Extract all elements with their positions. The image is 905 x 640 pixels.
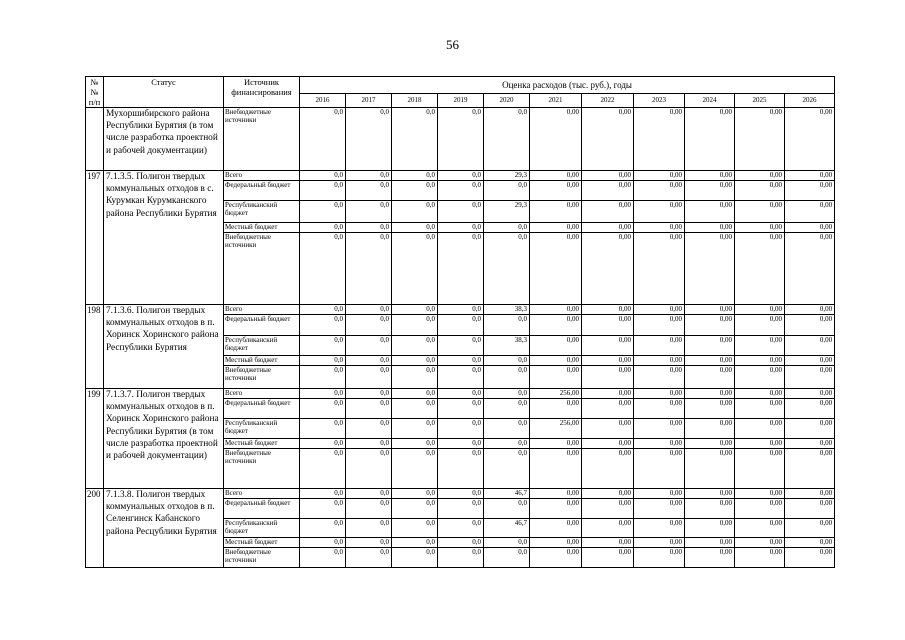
value-cell: 0,00 — [582, 315, 634, 336]
value-cell: 0,0 — [346, 548, 392, 568]
value-cell: 0,00 — [735, 366, 785, 389]
value-cell: 0,0 — [300, 548, 346, 568]
value-cell: 0,0 — [392, 399, 438, 419]
value-cell: 0,00 — [634, 336, 685, 356]
value-cell: 0,00 — [634, 223, 685, 233]
value-cell: 0,0 — [392, 548, 438, 568]
header-year: 2025 — [735, 93, 785, 107]
value-cell: 0,0 — [438, 181, 484, 201]
value-cell: 0,00 — [735, 548, 785, 568]
row-number: 200 — [86, 489, 104, 568]
value-cell: 0,00 — [785, 366, 835, 389]
value-cell: 0,00 — [785, 389, 835, 399]
table-row — [86, 108, 835, 171]
header-year: 2026 — [785, 93, 835, 107]
value-cell: 0,00 — [785, 171, 835, 181]
value-cell: 46,7 — [484, 519, 530, 538]
value-cell: 0,0 — [484, 399, 530, 419]
value-cell: 0,00 — [530, 315, 582, 336]
value-cell: 256,00 — [530, 389, 582, 399]
value-cell: 0,0 — [438, 336, 484, 356]
value-cell: 0,00 — [530, 336, 582, 356]
value-cell: 38,3 — [484, 305, 530, 315]
value-cell: 0,00 — [582, 336, 634, 356]
funding-source: Внебюджетные источники — [224, 449, 300, 489]
value-cell: 0,00 — [634, 366, 685, 389]
value-cell: 29,3 — [484, 201, 530, 223]
value-cell: 0,00 — [785, 233, 835, 305]
value-cell: 0,00 — [530, 548, 582, 568]
value-cell: 0,0 — [300, 399, 346, 419]
value-cell: 0,0 — [300, 315, 346, 336]
value-cell: 0,0 — [392, 449, 438, 489]
value-cell: 0,0 — [484, 108, 530, 171]
value-cell: 0,0 — [346, 439, 392, 449]
value-cell: 0,00 — [785, 108, 835, 171]
value-cell: 0,0 — [484, 389, 530, 399]
value-cell: 0,0 — [438, 223, 484, 233]
value-cell: 0,0 — [300, 389, 346, 399]
header-year: 2017 — [346, 93, 392, 107]
value-cell: 0,0 — [392, 356, 438, 366]
value-cell: 0,00 — [634, 233, 685, 305]
value-cell: 0,00 — [785, 305, 835, 315]
value-cell: 0,00 — [735, 399, 785, 419]
value-cell: 0,00 — [735, 499, 785, 519]
value-cell: 0,00 — [685, 366, 735, 389]
value-cell: 0,00 — [530, 439, 582, 449]
funding-source: Федеральный бюджет — [224, 181, 300, 201]
value-cell: 0,00 — [785, 439, 835, 449]
value-cell: 0,0 — [438, 548, 484, 568]
header-source: Источник финансирования — [224, 77, 300, 108]
value-cell: 0,00 — [785, 499, 835, 519]
value-cell: 0,0 — [484, 449, 530, 489]
value-cell: 0,0 — [438, 389, 484, 399]
value-cell: 0,0 — [392, 389, 438, 399]
table-row — [86, 489, 835, 499]
funding-source: Республиканский бюджет — [224, 519, 300, 538]
value-cell: 0,00 — [530, 181, 582, 201]
value-cell: 0,0 — [438, 538, 484, 548]
value-cell: 0,00 — [735, 108, 785, 171]
value-cell: 0,0 — [346, 389, 392, 399]
value-cell: 0,00 — [785, 489, 835, 499]
value-cell: 0,00 — [785, 181, 835, 201]
value-cell: 0,00 — [785, 356, 835, 366]
value-cell: 0,00 — [685, 181, 735, 201]
value-cell: 0,00 — [685, 399, 735, 419]
value-cell: 0,0 — [484, 439, 530, 449]
funding-source: Федеральный бюджет — [224, 399, 300, 419]
value-cell: 0,00 — [582, 108, 634, 171]
value-cell: 0,0 — [300, 356, 346, 366]
funding-source: Всего — [224, 171, 300, 181]
value-cell: 0,00 — [582, 538, 634, 548]
value-cell: 0,00 — [735, 449, 785, 489]
value-cell: 0,00 — [785, 201, 835, 223]
value-cell: 0,00 — [582, 181, 634, 201]
value-cell: 0,00 — [685, 489, 735, 499]
value-cell: 0,00 — [582, 519, 634, 538]
value-cell: 0,00 — [530, 538, 582, 548]
funding-source: Республиканский бюджет — [224, 336, 300, 356]
value-cell: 0,00 — [634, 315, 685, 336]
value-cell: 0,00 — [735, 315, 785, 336]
value-cell: 0,0 — [300, 449, 346, 489]
value-cell: 0,00 — [634, 171, 685, 181]
value-cell: 0,00 — [685, 233, 735, 305]
value-cell: 0,0 — [300, 439, 346, 449]
value-cell: 0,00 — [735, 201, 785, 223]
value-cell: 0,00 — [685, 356, 735, 366]
value-cell: 0,00 — [582, 366, 634, 389]
value-cell: 0,00 — [634, 499, 685, 519]
value-cell: 0,0 — [300, 366, 346, 389]
funding-source: Внебюджетные источники — [224, 108, 300, 171]
value-cell: 0,00 — [582, 389, 634, 399]
value-cell: 0,00 — [582, 399, 634, 419]
header-estimate: Оценка расходов (тыс. руб.), годы — [300, 77, 835, 94]
value-cell: 0,0 — [346, 336, 392, 356]
funding-source: Местный бюджет — [224, 223, 300, 233]
value-cell: 0,0 — [438, 449, 484, 489]
value-cell: 256,00 — [530, 419, 582, 439]
value-cell: 0,00 — [530, 366, 582, 389]
funding-source: Федеральный бюджет — [224, 315, 300, 336]
value-cell: 0,0 — [300, 499, 346, 519]
status-cell: 7.1.3.6. Полигон твердых коммунальных отходов в п. Хоринск Хоринского района Республики Бурятия — [104, 305, 224, 389]
header-year: 2020 — [484, 93, 530, 107]
value-cell: 0,00 — [582, 305, 634, 315]
value-cell: 0,0 — [346, 489, 392, 499]
status-cell: 7.1.3.7. Полигон твердых коммунальных отходов в п. Хоринск Хоринского района Республики Бурятия (в том числе разработка проектной и рабочей документации) — [104, 389, 224, 489]
value-cell: 0,0 — [438, 366, 484, 389]
value-cell: 0,00 — [735, 336, 785, 356]
value-cell: 0,00 — [735, 419, 785, 439]
funding-source: Республиканский бюджет — [224, 201, 300, 223]
value-cell: 0,00 — [530, 489, 582, 499]
value-cell: 0,00 — [634, 538, 685, 548]
value-cell: 0,00 — [735, 181, 785, 201]
value-cell: 0,0 — [438, 171, 484, 181]
funding-source: Местный бюджет — [224, 538, 300, 548]
value-cell: 0,0 — [484, 499, 530, 519]
value-cell: 0,0 — [300, 519, 346, 538]
value-cell: 0,00 — [685, 419, 735, 439]
value-cell: 0,00 — [634, 201, 685, 223]
value-cell: 0,0 — [346, 519, 392, 538]
value-cell: 0,00 — [634, 399, 685, 419]
value-cell: 0,00 — [735, 305, 785, 315]
header-number: № № п/п — [86, 77, 104, 108]
value-cell: 0,00 — [634, 449, 685, 489]
value-cell: 0,00 — [530, 171, 582, 181]
value-cell: 0,0 — [438, 305, 484, 315]
value-cell: 0,0 — [392, 519, 438, 538]
value-cell: 0,00 — [685, 389, 735, 399]
value-cell: 0,00 — [634, 519, 685, 538]
value-cell: 0,0 — [346, 223, 392, 233]
status-cell: 7.1.3.5. Полигон твердых коммунальных отходов в с. Курумкан Курумканского района Республики Бурятия — [104, 171, 224, 305]
header-year: 2022 — [582, 93, 634, 107]
value-cell: 0,00 — [685, 223, 735, 233]
funding-source: Местный бюджет — [224, 356, 300, 366]
value-cell: 0,00 — [735, 538, 785, 548]
value-cell: 0,00 — [685, 201, 735, 223]
value-cell: 0,00 — [582, 171, 634, 181]
value-cell: 0,0 — [392, 233, 438, 305]
value-cell: 0,00 — [530, 305, 582, 315]
value-cell: 0,00 — [785, 399, 835, 419]
value-cell: 0,00 — [582, 223, 634, 233]
value-cell: 0,00 — [582, 419, 634, 439]
funding-source: Всего — [224, 305, 300, 315]
value-cell: 0,00 — [785, 315, 835, 336]
value-cell: 0,0 — [346, 449, 392, 489]
value-cell: 0,0 — [346, 108, 392, 171]
value-cell: 0,0 — [392, 181, 438, 201]
value-cell: 0,0 — [438, 108, 484, 171]
value-cell: 0,00 — [785, 419, 835, 439]
value-cell: 0,00 — [530, 108, 582, 171]
value-cell: 0,0 — [392, 489, 438, 499]
value-cell: 0,00 — [685, 449, 735, 489]
value-cell: 0,0 — [346, 399, 392, 419]
value-cell: 0,0 — [346, 181, 392, 201]
table-row — [86, 171, 835, 181]
funding-source: Всего — [224, 389, 300, 399]
value-cell: 0,00 — [735, 223, 785, 233]
value-cell: 0,0 — [346, 499, 392, 519]
value-cell: 0,0 — [484, 366, 530, 389]
value-cell: 0,00 — [785, 519, 835, 538]
value-cell: 0,0 — [438, 315, 484, 336]
value-cell: 0,0 — [438, 356, 484, 366]
header-year: 2023 — [634, 93, 685, 107]
value-cell: 0,00 — [735, 489, 785, 499]
table-row — [86, 305, 835, 315]
value-cell: 0,0 — [392, 305, 438, 315]
value-cell: 0,0 — [484, 356, 530, 366]
value-cell: 0,0 — [392, 499, 438, 519]
value-cell: 0,00 — [634, 181, 685, 201]
header-year: 2016 — [300, 93, 346, 107]
value-cell: 0,00 — [582, 201, 634, 223]
value-cell: 0,00 — [530, 356, 582, 366]
value-cell: 0,00 — [582, 449, 634, 489]
value-cell: 0,0 — [438, 499, 484, 519]
value-cell: 0,0 — [484, 548, 530, 568]
value-cell: 0,00 — [785, 336, 835, 356]
value-cell: 0,00 — [785, 449, 835, 489]
value-cell: 0,00 — [685, 315, 735, 336]
value-cell: 0,00 — [685, 439, 735, 449]
value-cell: 0,0 — [392, 538, 438, 548]
value-cell: 0,0 — [484, 181, 530, 201]
value-cell: 0,0 — [300, 336, 346, 356]
value-cell: 0,0 — [346, 366, 392, 389]
value-cell: 0,00 — [685, 171, 735, 181]
value-cell: 0,0 — [392, 171, 438, 181]
value-cell: 0,0 — [392, 439, 438, 449]
value-cell: 0,00 — [685, 336, 735, 356]
value-cell: 0,00 — [685, 305, 735, 315]
value-cell: 0,0 — [346, 305, 392, 315]
value-cell: 0,00 — [582, 356, 634, 366]
status-cell: Мухоршибирского района Республики Бурятия (в том числе разработка проектной и рабочей документации) — [104, 108, 224, 171]
row-number: 199 — [86, 389, 104, 489]
value-cell: 0,00 — [582, 499, 634, 519]
value-cell: 0,0 — [300, 181, 346, 201]
value-cell: 0,0 — [438, 519, 484, 538]
value-cell: 0,00 — [735, 389, 785, 399]
funding-source: Внебюджетные источники — [224, 548, 300, 568]
value-cell: 0,00 — [582, 439, 634, 449]
value-cell: 0,00 — [582, 489, 634, 499]
value-cell: 0,0 — [484, 538, 530, 548]
value-cell: 0,0 — [438, 419, 484, 439]
value-cell: 0,00 — [530, 399, 582, 419]
value-cell: 0,00 — [685, 538, 735, 548]
value-cell: 0,00 — [634, 389, 685, 399]
value-cell: 0,0 — [438, 201, 484, 223]
value-cell: 0,0 — [392, 315, 438, 336]
funding-source: Местный бюджет — [224, 439, 300, 449]
value-cell: 0,00 — [735, 439, 785, 449]
header-year: 2024 — [685, 93, 735, 107]
value-cell: 0,00 — [634, 356, 685, 366]
value-cell: 0,0 — [392, 223, 438, 233]
value-cell: 0,0 — [300, 223, 346, 233]
value-cell: 0,0 — [438, 399, 484, 419]
value-cell: 0,0 — [346, 201, 392, 223]
value-cell: 0,0 — [484, 419, 530, 439]
value-cell: 0,00 — [735, 171, 785, 181]
value-cell: 0,0 — [346, 315, 392, 336]
page-number: 56 — [446, 37, 459, 52]
value-cell: 0,0 — [438, 489, 484, 499]
value-cell: 0,00 — [685, 499, 735, 519]
value-cell: 0,00 — [685, 108, 735, 171]
value-cell: 0,00 — [530, 201, 582, 223]
value-cell: 0,0 — [300, 201, 346, 223]
value-cell: 0,00 — [634, 548, 685, 568]
funding-source: Всего — [224, 489, 300, 499]
value-cell: 0,0 — [346, 419, 392, 439]
value-cell: 0,0 — [484, 315, 530, 336]
value-cell: 38,3 — [484, 336, 530, 356]
value-cell: 0,00 — [685, 548, 735, 568]
value-cell: 0,00 — [530, 223, 582, 233]
value-cell: 0,00 — [530, 499, 582, 519]
value-cell: 29,3 — [484, 171, 530, 181]
value-cell: 0,0 — [300, 305, 346, 315]
value-cell: 0,0 — [484, 233, 530, 305]
value-cell: 0,00 — [735, 356, 785, 366]
funding-source: Федеральный бюджет — [224, 499, 300, 519]
value-cell: 0,0 — [300, 108, 346, 171]
value-cell: 0,00 — [530, 233, 582, 305]
header-year: 2018 — [392, 93, 438, 107]
value-cell: 0,0 — [484, 223, 530, 233]
value-cell: 0,00 — [634, 305, 685, 315]
value-cell: 0,0 — [346, 356, 392, 366]
header-year: 2021 — [530, 93, 582, 107]
funding-source: Внебюджетные источники — [224, 233, 300, 305]
value-cell: 0,0 — [346, 538, 392, 548]
value-cell: 0,0 — [392, 336, 438, 356]
value-cell: 0,0 — [392, 201, 438, 223]
value-cell: 0,00 — [634, 439, 685, 449]
row-number — [86, 108, 104, 171]
value-cell: 0,00 — [530, 519, 582, 538]
value-cell: 46,7 — [484, 489, 530, 499]
value-cell: 0,00 — [634, 108, 685, 171]
funding-source: Внебюджетные источники — [224, 366, 300, 389]
value-cell: 0,00 — [785, 223, 835, 233]
value-cell: 0,00 — [634, 489, 685, 499]
value-cell: 0,0 — [300, 233, 346, 305]
value-cell: 0,00 — [785, 538, 835, 548]
value-cell: 0,0 — [392, 419, 438, 439]
value-cell: 0,00 — [785, 548, 835, 568]
value-cell: 0,00 — [735, 233, 785, 305]
value-cell: 0,00 — [735, 519, 785, 538]
value-cell: 0,0 — [346, 171, 392, 181]
value-cell: 0,0 — [438, 233, 484, 305]
value-cell: 0,00 — [685, 519, 735, 538]
header-status: Статус — [104, 77, 224, 108]
value-cell: 0,0 — [300, 171, 346, 181]
value-cell: 0,0 — [300, 538, 346, 548]
funding-source: Республиканский бюджет — [224, 419, 300, 439]
budget-table — [85, 76, 835, 568]
status-cell: 7.1.3.8. Полигон твердых коммунальных отходов в п. Селенгинск Кабанского района Ресцублики Бурятия — [104, 489, 224, 568]
value-cell: 0,0 — [392, 108, 438, 171]
value-cell: 0,0 — [392, 366, 438, 389]
value-cell: 0,0 — [438, 439, 484, 449]
table-row — [86, 389, 835, 399]
value-cell: 0,00 — [582, 548, 634, 568]
value-cell: 0,00 — [582, 233, 634, 305]
header-year: 2019 — [438, 93, 484, 107]
row-number: 197 — [86, 171, 104, 305]
value-cell: 0,00 — [634, 419, 685, 439]
value-cell: 0,0 — [300, 419, 346, 439]
value-cell: 0,00 — [530, 449, 582, 489]
row-number: 198 — [86, 305, 104, 389]
value-cell: 0,0 — [300, 489, 346, 499]
value-cell: 0,0 — [346, 233, 392, 305]
